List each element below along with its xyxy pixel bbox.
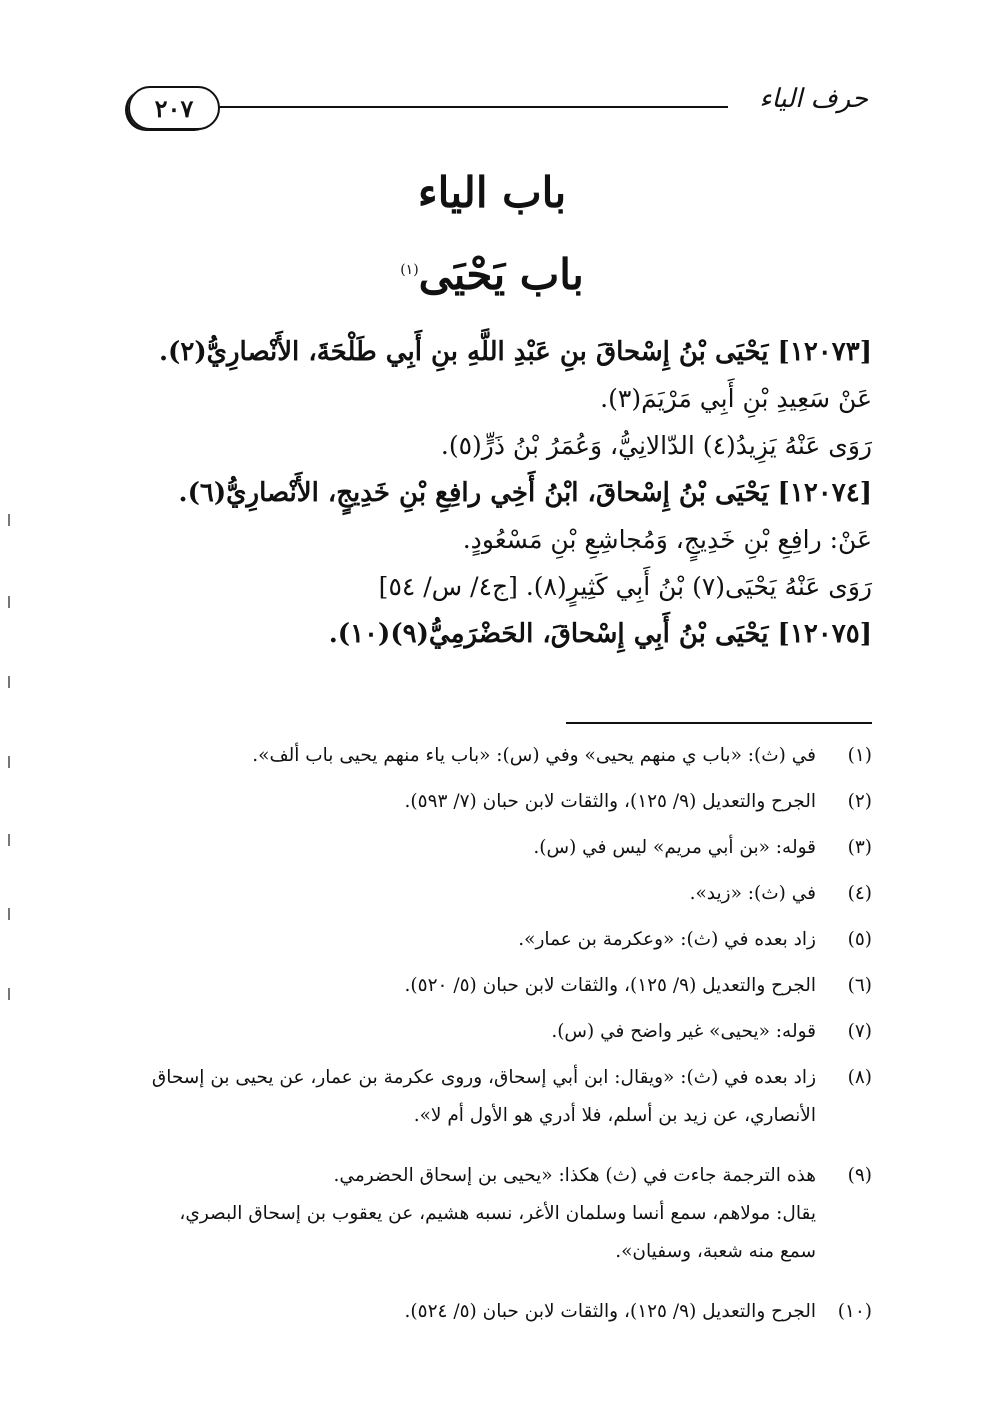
section-title — [0, 250, 984, 299]
footnote-number: (١) — [847, 745, 872, 766]
footnote — [128, 744, 872, 768]
entry-line: [١٢٠٧٣] يَحْيَى بْنُ إِسْحاقَ بنِ عَبْدِ اللَّهِ بنِ أَبِي طَلْحَةَ، الأَنْصارِيُّ(٢). — [158, 337, 872, 367]
scan-mark — [8, 676, 10, 688]
section-title-footnote-ref: (١) — [400, 262, 419, 278]
scan-mark — [8, 514, 10, 526]
footnote — [128, 836, 872, 860]
header-rule — [218, 106, 728, 108]
scan-mark — [8, 834, 10, 846]
footnote-text: في (ث): «زيد». — [689, 883, 816, 904]
footnote-text: زاد بعده في (ث): «وعكرمة بن عمار». — [518, 929, 816, 950]
entries-block — [112, 336, 872, 665]
footnote-text: في (ث): «باب ي منهم يحيى» وفي (س): «باب ياء منهم يحيى باب ألف». — [252, 745, 816, 766]
scan-mark — [8, 908, 10, 920]
chapter-title-text: باب الياء — [417, 168, 567, 217]
entry-line: رَوَى عَنْهُ يَزِيدُ(٤) الدّالانِيُّ، وَعُمَرُ بْنُ ذَرٍّ(٥). — [440, 431, 872, 460]
footnote-text: هذه الترجمة جاءت في (ث) هكذا: «يحيى بن إسحاق الحضرمي. — [333, 1165, 816, 1186]
footnote-number: (٢) — [847, 791, 872, 812]
footnote — [128, 1020, 872, 1044]
running-head: حرف الياء — [759, 84, 868, 114]
page-number-badge — [128, 86, 220, 130]
scan-mark — [8, 596, 10, 608]
footnote-text: زاد بعده في (ث): «ويقال: ابن أبي إسحاق، وروى عكرمة بن عمار، عن يحيى بن إسحاق — [151, 1067, 816, 1088]
page-header — [128, 82, 868, 132]
footnote-number: (٤) — [847, 883, 872, 904]
footnote-text: الجرح والتعديل (٩/ ١٢٥)، والثقات لابن حبان (٥/ ٥٢٠). — [404, 975, 816, 996]
footnote — [128, 790, 872, 814]
footnote-text: قوله: «يحيى» غير واضح في (س). — [551, 1021, 816, 1042]
footnote-number: (٣) — [847, 837, 872, 858]
footnote — [128, 1164, 872, 1278]
entry-line: رَوَى عَنْهُ يَحْيَى(٧) بْنُ أَبِي كَثِيرٍ(٨). [ج٤/ س/ ٥٤] — [378, 572, 872, 601]
entry-line: [١٢٠٧٥] يَحْيَى بْنُ أَبِي إِسْحاقَ، الحَضْرَمِيُّ(٩)(١٠). — [328, 619, 872, 649]
footnote-number: (٥) — [847, 929, 872, 950]
footnote-number: (٩) — [847, 1165, 872, 1186]
footnote — [128, 928, 872, 952]
footnote-number: (٦) — [847, 975, 872, 996]
footnote — [128, 1300, 872, 1324]
footnote — [128, 974, 872, 998]
entry-line: عَنْ سَعِيدِ بْنِ أَبِي مَرْيَمَ(٣). — [600, 384, 872, 413]
footnote-text: الجرح والتعديل (٩/ ١٢٥)، والثقات لابن حبان (٧/ ٥٩٣). — [404, 791, 816, 812]
footnotes-block — [128, 744, 872, 1346]
page-number: ٢٠٧ — [154, 93, 194, 123]
footnote-number: (٧) — [847, 1021, 872, 1042]
footnote-text: الأنصاري، عن زيد بن أسلم، فلا أدري هو الأول أم لا». — [413, 1105, 816, 1126]
footnote — [128, 882, 872, 906]
footnote-number: (٨) — [847, 1067, 872, 1088]
scan-mark — [8, 756, 10, 768]
scan-mark — [8, 988, 10, 1000]
entry-line: [١٢٠٧٤] يَحْيَى بْنُ إِسْحاقَ، ابْنُ أَخِي رافِعِ بْنِ خَدِيجٍ، الأَنْصارِيُّ(٦). — [178, 478, 872, 508]
footnote-text: يقال: مولاهم، سمع أنسا وسلمان الأغر، نسبه هشيم، عن يعقوب بن إسحاق البصري، — [179, 1203, 816, 1224]
section-title-text: باب يَحْيَى — [418, 250, 584, 299]
footnote-text: سمع منه شعبة، وسفيان». — [615, 1241, 816, 1262]
footnote-number: (١٠) — [837, 1301, 872, 1322]
chapter-title — [0, 168, 984, 217]
entry-line: عَنْ: رافِعِ بْنِ خَدِيجٍ، وَمُجاشِعِ بْنِ مَسْعُودٍ. — [462, 525, 872, 554]
footnote-text: قوله: «بن أبي مريم» ليس في (س). — [533, 837, 816, 858]
footnote-divider — [566, 722, 872, 724]
footnote — [128, 1066, 872, 1142]
footnote-text: الجرح والتعديل (٩/ ١٢٥)، والثقات لابن حبان (٥/ ٥٢٤). — [404, 1301, 816, 1322]
